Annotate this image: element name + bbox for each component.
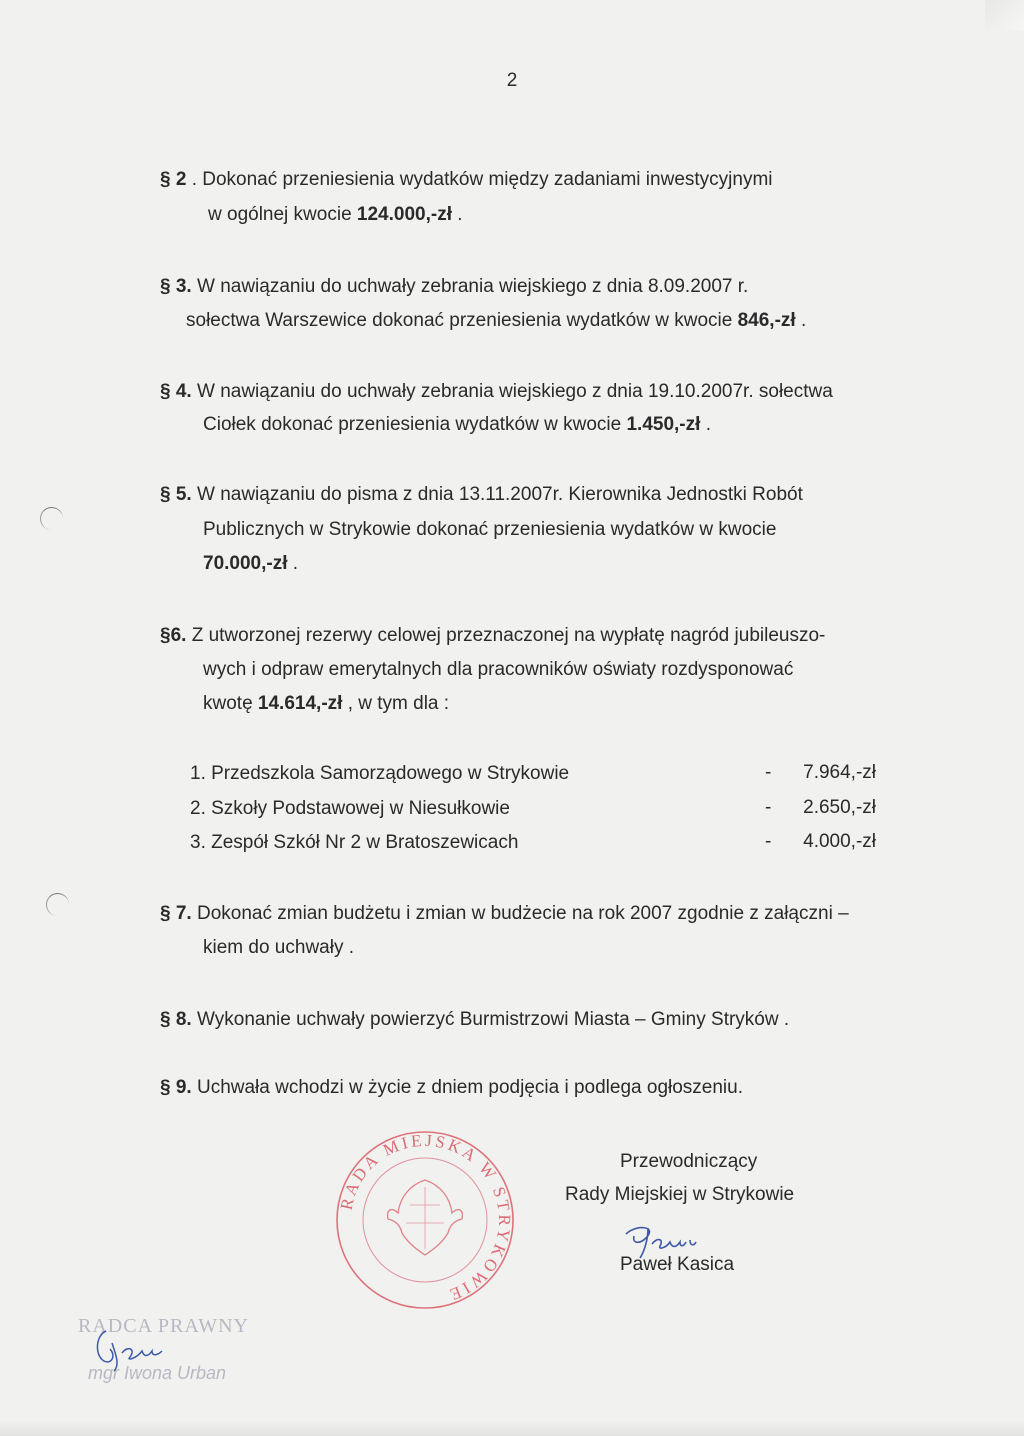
section-7-text: Dokonać zmian budżetu i zmian w budżecie na rok 2007 zgodnie z załączni – bbox=[191, 903, 849, 924]
section-3-line-1 bbox=[160, 275, 748, 299]
section-8-line-1 bbox=[160, 1008, 789, 1032]
section-4-line-2 bbox=[203, 413, 711, 437]
section-6-text-3: kwotę bbox=[203, 693, 258, 714]
punch-hole-top bbox=[40, 507, 63, 530]
page-number: 2 bbox=[506, 70, 518, 91]
punch-hole-bottom bbox=[46, 893, 69, 916]
section-3-sign: § 3. bbox=[160, 276, 192, 297]
list-item-3-label: 3. Zespół Szkół Nr 2 w Bratoszewicach bbox=[190, 832, 519, 853]
list-item-2-label: 2. Szkoły Podstawowej w Niesułkowie bbox=[190, 798, 510, 819]
list-item-1-amount: 7.964,-zł bbox=[803, 762, 876, 783]
signature-org: Rady Miejskiej w Strykowie bbox=[565, 1184, 795, 1205]
section-2-line-2 bbox=[208, 203, 463, 227]
legal-adviser-signature bbox=[86, 1325, 176, 1375]
section-9-sign: § 9. bbox=[160, 1077, 192, 1098]
page-bottom-edge bbox=[0, 1420, 1024, 1436]
section-5-line-3 bbox=[203, 552, 298, 576]
signature-title: Przewodniczący bbox=[620, 1151, 758, 1172]
section-4-text: W nawiązaniu do uchwały zebrania wiejskiego z dnia 19.10.2007r. sołectwa bbox=[191, 381, 833, 402]
section-2-text-2: w ogólnej kwocie bbox=[208, 204, 357, 225]
section-4-post: . bbox=[700, 414, 711, 435]
section-5-text: W nawiązaniu do pisma z dnia 13.11.2007r. Kierownika Jednostki Robót bbox=[191, 484, 803, 505]
section-7-line-1 bbox=[160, 902, 849, 926]
section-2-amount: 124.000,-zł bbox=[356, 204, 452, 225]
section-6-text: Z utworzonej rezerwy celowej przeznaczonej na wypłatę nagród jubileuszo- bbox=[186, 625, 826, 646]
signature-name: Paweł Kasica bbox=[620, 1254, 735, 1275]
section-4-amount: 1.450,-zł bbox=[626, 414, 701, 435]
section-7-sign: § 7. bbox=[160, 903, 192, 924]
section-3-amount: 846,-zł bbox=[737, 310, 796, 331]
section-2-line-1 bbox=[160, 168, 773, 192]
section-5-amount: 70.000,-zł bbox=[203, 553, 288, 574]
section-8-sign: § 8. bbox=[160, 1009, 192, 1030]
list-item-1-dash: - bbox=[765, 762, 772, 783]
section-5-line-1 bbox=[160, 483, 803, 507]
section-5-sign: § 5. bbox=[160, 484, 192, 505]
section-2-sign: § 2 bbox=[160, 169, 187, 190]
section-3-text-2: sołectwa Warszewice dokonać przeniesienia wydatków w kwocie bbox=[186, 310, 738, 331]
list-item-3-amount: 4.000,-zł bbox=[803, 831, 876, 852]
section-6-line-1 bbox=[160, 624, 825, 648]
legal-adviser-name: mgr Iwona Urban bbox=[88, 1363, 227, 1383]
page-corner bbox=[985, 0, 1024, 30]
council-seal-stamp bbox=[330, 1125, 520, 1315]
section-6-line-2: wych i odpraw emerytalnych dla pracowników oświaty rozdysponować bbox=[203, 659, 794, 680]
section-3-post: . bbox=[795, 310, 807, 331]
section-4-text-2: Ciołek dokonać przeniesienia wydatków w kwocie bbox=[203, 414, 627, 435]
section-8-text: Wykonanie uchwały powierzyć Burmistrzowi Miasta – Gminy Stryków . bbox=[191, 1009, 790, 1030]
section-3-line-2 bbox=[186, 309, 806, 333]
list-item-2-dash: - bbox=[765, 797, 772, 818]
list-item-2-amount: 2.650,-zł bbox=[803, 797, 876, 818]
section-5-post: . bbox=[287, 553, 299, 574]
section-6-line-3 bbox=[203, 692, 449, 716]
svg-text:RADA MIEJSKA W STRYKOWIE: RADA MIEJSKA W STRYKOWIE bbox=[336, 1130, 515, 1306]
section-4-line-1 bbox=[160, 380, 833, 404]
section-6-post: , w tym dla : bbox=[342, 693, 450, 714]
list-item-3-dash: - bbox=[765, 831, 772, 852]
list-item-1-label: 1. Przedszkola Samorządowego w Strykowie bbox=[190, 763, 570, 784]
section-2-post: . bbox=[452, 204, 463, 225]
section-9-text: Uchwała wchodzi w życie z dniem podjęcia i podlega ogłoszeniu. bbox=[191, 1077, 743, 1098]
section-6-sign: §6. bbox=[160, 625, 187, 646]
section-4-sign: § 4. bbox=[160, 381, 192, 402]
section-7-line-2: kiem do uchwały . bbox=[203, 937, 355, 958]
section-9-line-1 bbox=[160, 1076, 743, 1100]
section-3-text: W nawiązaniu do uchwały zebrania wiejskiego z dnia 8.09.2007 r. bbox=[191, 276, 749, 297]
legal-adviser-stamp-title: RADCA PRAWNY bbox=[78, 1315, 249, 1337]
section-6-amount: 14.614,-zł bbox=[257, 693, 343, 714]
section-2-text: . Dokonać przeniesienia wydatków między zadaniami inwestycyjnymi bbox=[186, 169, 773, 190]
section-5-line-2: Publicznych w Strykowie dokonać przeniesienia wydatków w kwocie bbox=[203, 519, 777, 540]
